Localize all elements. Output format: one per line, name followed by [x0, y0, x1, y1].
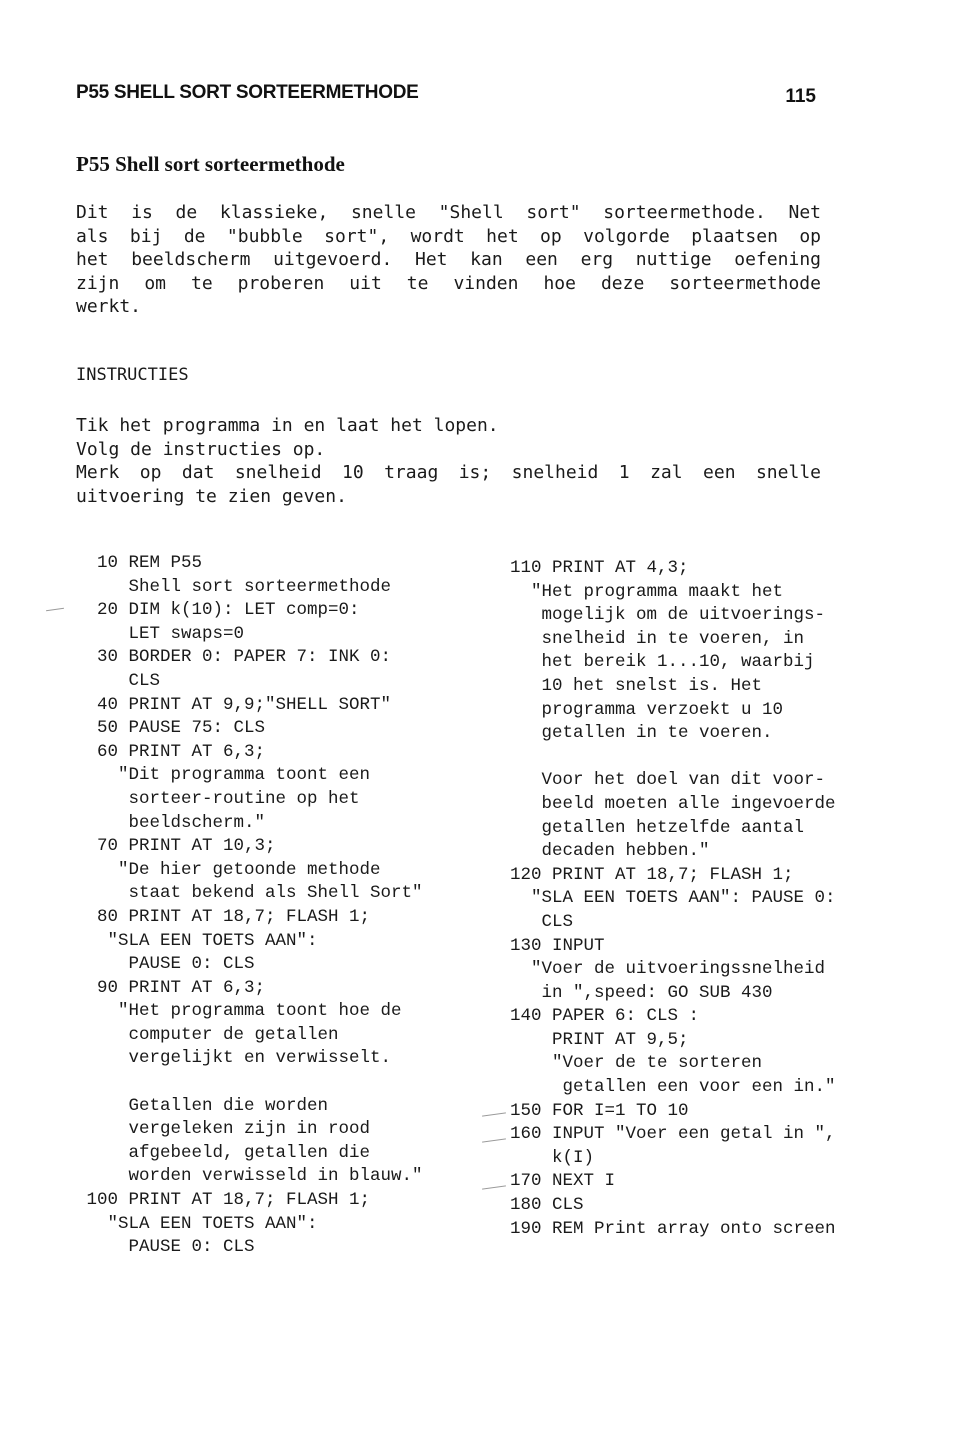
- code-line: afgebeeld, getallen die: [76, 1142, 371, 1163]
- code-line: 140 PAPER 6: CLS :: [510, 1006, 700, 1027]
- intro-line: het beeldscherm uitgevoerd. Het kan een erg nuttige oefening: [76, 249, 821, 270]
- code-line: "Het programma toont hoe de: [76, 1001, 402, 1022]
- code-line: getallen een voor een in.": [510, 1077, 836, 1098]
- code-line: mogelijk om de uitvoerings-: [510, 605, 826, 626]
- code-line: "Dit programma toont een: [76, 765, 371, 786]
- code-line: "Het programma maakt het: [510, 581, 784, 602]
- code-line: 190 REM Print array onto screen: [510, 1218, 836, 1239]
- code-line: sorteer-routine op het: [76, 788, 360, 809]
- code-line: "SLA EEN TOETS AAN":: [76, 1213, 318, 1234]
- code-line: 40 PRINT AT 9,9;"SHELL SORT": [76, 694, 392, 715]
- code-line: "Voer de te sorteren: [510, 1053, 763, 1074]
- code-line: beeldscherm.": [76, 812, 266, 833]
- code-line: "Voer de uitvoeringssnelheid: [510, 959, 826, 980]
- code-line: CLS: [76, 670, 161, 691]
- code-line: snelheid in te voeren, in: [510, 628, 805, 649]
- code-line: 180 CLS: [510, 1195, 584, 1216]
- code-line: 30 BORDER 0: PAPER 7: INK 0:: [76, 647, 392, 668]
- code-line: getallen in te voeren.: [510, 723, 773, 744]
- running-title: P55 SHELL SORT SORTEERMETHODE: [76, 82, 419, 103]
- code-line: staat bekend als Shell Sort": [76, 883, 423, 904]
- code-line: PRINT AT 9,5;: [510, 1029, 689, 1050]
- page-number: 115: [785, 86, 816, 107]
- instruction-line: Volg de instructies op.: [76, 438, 326, 460]
- code-line: "De hier getoonde methode: [76, 859, 381, 880]
- code-line: het bereik 1...10, waarbij: [510, 652, 815, 673]
- code-line: "SLA EEN TOETS AAN":: [76, 930, 318, 951]
- instructions-heading: INSTRUCTIES: [76, 365, 189, 385]
- code-line: 80 PRINT AT 18,7; FLASH 1;: [76, 906, 371, 927]
- page-header: [76, 82, 816, 112]
- code-line: computer de getallen: [76, 1024, 339, 1045]
- code-line: 150 FOR I=1 TO 10: [510, 1100, 689, 1121]
- code-line: LET swaps=0: [76, 623, 245, 644]
- code-listing-right: [510, 557, 950, 1241]
- code-line: 20 DIM k(10): LET comp=0:: [76, 600, 360, 621]
- intro-line: zijn om te proberen uit te vinden hoe deze sorteermethode: [76, 272, 821, 294]
- code-line: Voor het doel van dit voor-: [510, 770, 826, 791]
- code-line: [76, 1071, 486, 1095]
- code-line: 160 INPUT "Voer een getal in ",: [510, 1124, 836, 1145]
- code-line: in ",speed: GO SUB 430: [510, 982, 773, 1003]
- code-line: [510, 746, 950, 770]
- code-line: beeld moeten alle ingevoerde: [510, 793, 836, 814]
- code-line: PAUSE 0: CLS: [76, 954, 255, 975]
- code-line: "SLA EEN TOETS AAN": PAUSE 0:: [510, 888, 836, 909]
- code-listing-left: [76, 552, 486, 1260]
- code-line: 130 INPUT: [510, 935, 605, 956]
- code-line: programma verzoekt u 10: [510, 699, 784, 720]
- code-line: vergelijkt en verwisselt.: [76, 1048, 392, 1069]
- code-line: 110 PRINT AT 4,3;: [510, 558, 689, 578]
- code-line: getallen hetzelfde aantal: [510, 817, 805, 838]
- code-line: vergeleken zijn in rood: [76, 1119, 371, 1140]
- code-line: 10 het snelst is. Het: [510, 675, 763, 696]
- intro-line: als bij de "bubble sort", wordt het op volgorde plaatsen op: [76, 225, 821, 247]
- instruction-line: Tik het programma in en laat het lopen.: [76, 415, 499, 436]
- intro-paragraph: [76, 201, 821, 319]
- code-line: Shell sort sorteermethode: [76, 576, 392, 597]
- code-line: CLS: [510, 911, 574, 932]
- code-line: 10 REM P55: [76, 553, 203, 573]
- instruction-line: uitvoering te zien geven.: [76, 485, 347, 507]
- intro-line: werkt.: [76, 296, 142, 317]
- code-line: 60 PRINT AT 6,3;: [76, 741, 266, 762]
- section-title: P55 Shell sort sorteermethode: [76, 152, 345, 176]
- code-line: worden verwisseld in blauw.": [76, 1166, 423, 1187]
- code-line: 170 NEXT I: [510, 1171, 616, 1192]
- instruction-line: Merk op dat snelheid 10 traag is; snelheid 1 zal een snelle: [76, 462, 821, 483]
- code-line: 120 PRINT AT 18,7; FLASH 1;: [510, 864, 794, 885]
- code-line: 70 PRINT AT 10,3;: [76, 836, 276, 857]
- code-line: PAUSE 0: CLS: [76, 1237, 255, 1258]
- code-line: 50 PAUSE 75: CLS: [76, 718, 266, 739]
- code-line: 90 PRINT AT 6,3;: [76, 977, 266, 998]
- code-line: 100 PRINT AT 18,7; FLASH 1;: [76, 1190, 371, 1211]
- intro-line: Dit is de klassieke, snelle "Shell sort" sorteermethode. Net: [76, 202, 821, 223]
- instructions-paragraph: [76, 414, 821, 508]
- pencil-mark: [46, 608, 64, 611]
- code-line: k(I): [510, 1147, 595, 1168]
- code-line: decaden hebben.": [510, 841, 710, 862]
- code-line: Getallen die worden: [76, 1095, 329, 1116]
